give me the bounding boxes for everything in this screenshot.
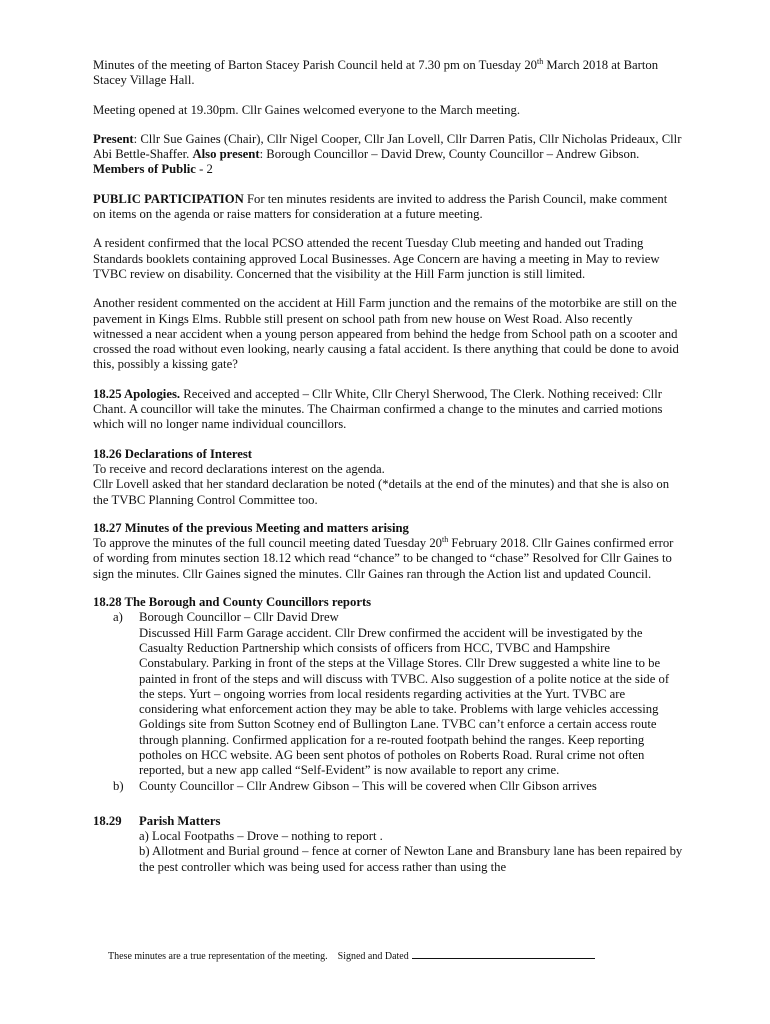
sub-heading: Borough Councillor – Cllr David Drew bbox=[139, 610, 339, 625]
footer bbox=[108, 951, 595, 962]
list-item: b) County Councillor – Cllr Andrew Gibson – This will be covered when Cllr Gibson arrives bbox=[113, 778, 597, 793]
section-councillor-reports bbox=[93, 595, 683, 794]
section-parish-matters: 18.29 Parish Matters a) Local Footpaths – Drove – nothing to report . b) Allotment and Burial ground – fence at corner of Newton Lane and Bransbury lane has been repaired by the pest controller which was being used for access rather than using the bbox=[93, 813, 683, 874]
section-line: Cllr Lovell asked that her standard declaration be noted (*details at the end of the minutes) and that she is also on the TVBC Planning Control Committee too. bbox=[93, 477, 670, 507]
footer-statement: These minutes are a true representation of the meeting. bbox=[108, 951, 328, 962]
sub-body: Discussed Hill Farm Garage accident. Cllr Drew confirmed the accident will be investigated by the Casualty Reduction Partnership which consists of officers from HCC, TVBC and Hampshire Constabulary. Parking in front of the steps at the Village Stores. Cllr Drew suggested a white line to be painted in front of the steps and will discuss with TVBC. Also suggestion of a polite notice at the side of the steps. Yurt – ongoing worries from local residents regarding activities at the Yurt. TVBC are considering what enforcement action they may be able to take. Problems with large vehicles accessing Goldings site from Sutton Scotney end of Bullington Lane. TVBC can’t enforce a certain access route through planning. Confirmed application for a re-routed footpath behind the ranges. Keep reporting potholes on HCC website. AG been sent photos of potholes on Roberts Road. Rural crime not often reported, but a new app called “Self-Evident” is now available to report any crime. bbox=[139, 625, 670, 778]
section-previous-minutes bbox=[93, 521, 683, 582]
list-item: a) Borough Councillor – Cllr David Drew Discussed Hill Farm Garage accident. Cllr Drew confirmed the accident will be investigated by the Casualty Reduction Partnership which consists of officers from HCC, TVBC and Hampshire Constabulary. Parking in front of the steps at the Village Stores. Cllr Drew suggested a white line to be painted in front of the steps and will discuss with TVBC. Also suggestion of a polite notice at the side of the steps. Yurt – ongoing worries from local residents regarding activities at the Yurt. TVBC are considering what enforcement action they may be able to take. Problems with large vehicles accessing Goldings site from Sutton Scotney end of Bullington Lane. TVBC can’t enforce a certain access route through planning. Confirmed application for a re-routed footpath behind the ranges. Keep reporting potholes on HCC website. AG been sent photos of potholes on Roberts Road. Rural crime not often reported, but a new app called “Self-Evident” is now available to report any crime. bbox=[93, 610, 683, 778]
section-line: To receive and record declarations interest on the agenda. bbox=[93, 461, 385, 476]
section-title: 18.26 Declarations of Interest bbox=[93, 446, 253, 461]
signature-line bbox=[412, 957, 595, 959]
section-apologies: 18.25 Apologies. Received and accepted – Cllr White, Cllr Cheryl Sherwood, The Clerk. Nothing received: Cllr Chant. A councillor will take the minutes. The Chairman confirmed a change to the minutes and carried motions which will no longer name individual councillors. bbox=[93, 386, 663, 432]
section-body: To approve the minutes of the full council meeting dated Tuesday 20th February 2018. Cllr Gaines confirmed error of wording from minutes section 18.12 which read “chance” to be changed to “chase” Resolved for Cllr Gaines to sign the minutes. Cllr Gaines signed the minutes. Cllr Gaines ran through the Action list and updated Council. bbox=[93, 534, 674, 581]
meeting-opened: Meeting opened at 19.30pm. Cllr Gaines welcomed everyone to the March meeting. bbox=[93, 102, 521, 117]
section-title: Parish Matters bbox=[139, 813, 221, 828]
meeting-header: Minutes of the meeting of Barton Stacey Parish Council held at 7.30 pm on Tuesday 20th March 2018 at Barton Stacey Village Hall. bbox=[93, 56, 659, 88]
resident-comment-1: A resident confirmed that the local PCSO attended the recent Tuesday Club meeting and handed out Trading Standards booklets containing approved Local Businesses. Age Concern are having a meeting in May to review TVBC review on disability. Concerned that the visibility at the Hill Farm junction is still limited. bbox=[93, 236, 660, 281]
section-title: 18.28 The Borough and County Councillors reports bbox=[93, 595, 372, 610]
resident-comment-2: Another resident commented on the accident at Hill Farm junction and the remains of the motorbike are still on the pavement in Kings Elms. Rubble still present on school path from new house on West Road. Also recently witnessed a near accident when a young person appeared from behind the hedge from School path on a scooter and crossed the road without even looking, nearly causing a fatal accident. Is there anything that could be done to avoid this, possibly a kissing gate? bbox=[93, 296, 679, 372]
signed-dated-label: Signed and Dated bbox=[337, 951, 409, 962]
list-item: b) Allotment and Burial ground – fence at corner of Newton Lane and Bransbury lane has been repaired by the pest controller which was being used for access rather than using the bbox=[139, 844, 683, 874]
minutes-document bbox=[93, 58, 683, 888]
public-participation: PUBLIC PARTICIPATION For ten minutes residents are invited to address the Parish Council, make comment on items on the agenda or raise matters for consideration at a future meeting. bbox=[93, 191, 668, 222]
section-declarations bbox=[93, 447, 683, 508]
list-item: a) Local Footpaths – Drove – nothing to report . bbox=[139, 829, 383, 844]
attendance: Present: Cllr Sue Gaines (Chair), Cllr Nigel Cooper, Cllr Jan Lovell, Cllr Darren Patis, Cllr Nicholas Prideaux, Cllr Abi Bettle-Shaffer. Also present: Borough Councillor – David Drew, County Councillor – Andrew Gibson. Members of Public - 2 bbox=[93, 131, 682, 177]
section-title: 18.27 Minutes of the previous Meeting and matters arising bbox=[93, 520, 409, 535]
